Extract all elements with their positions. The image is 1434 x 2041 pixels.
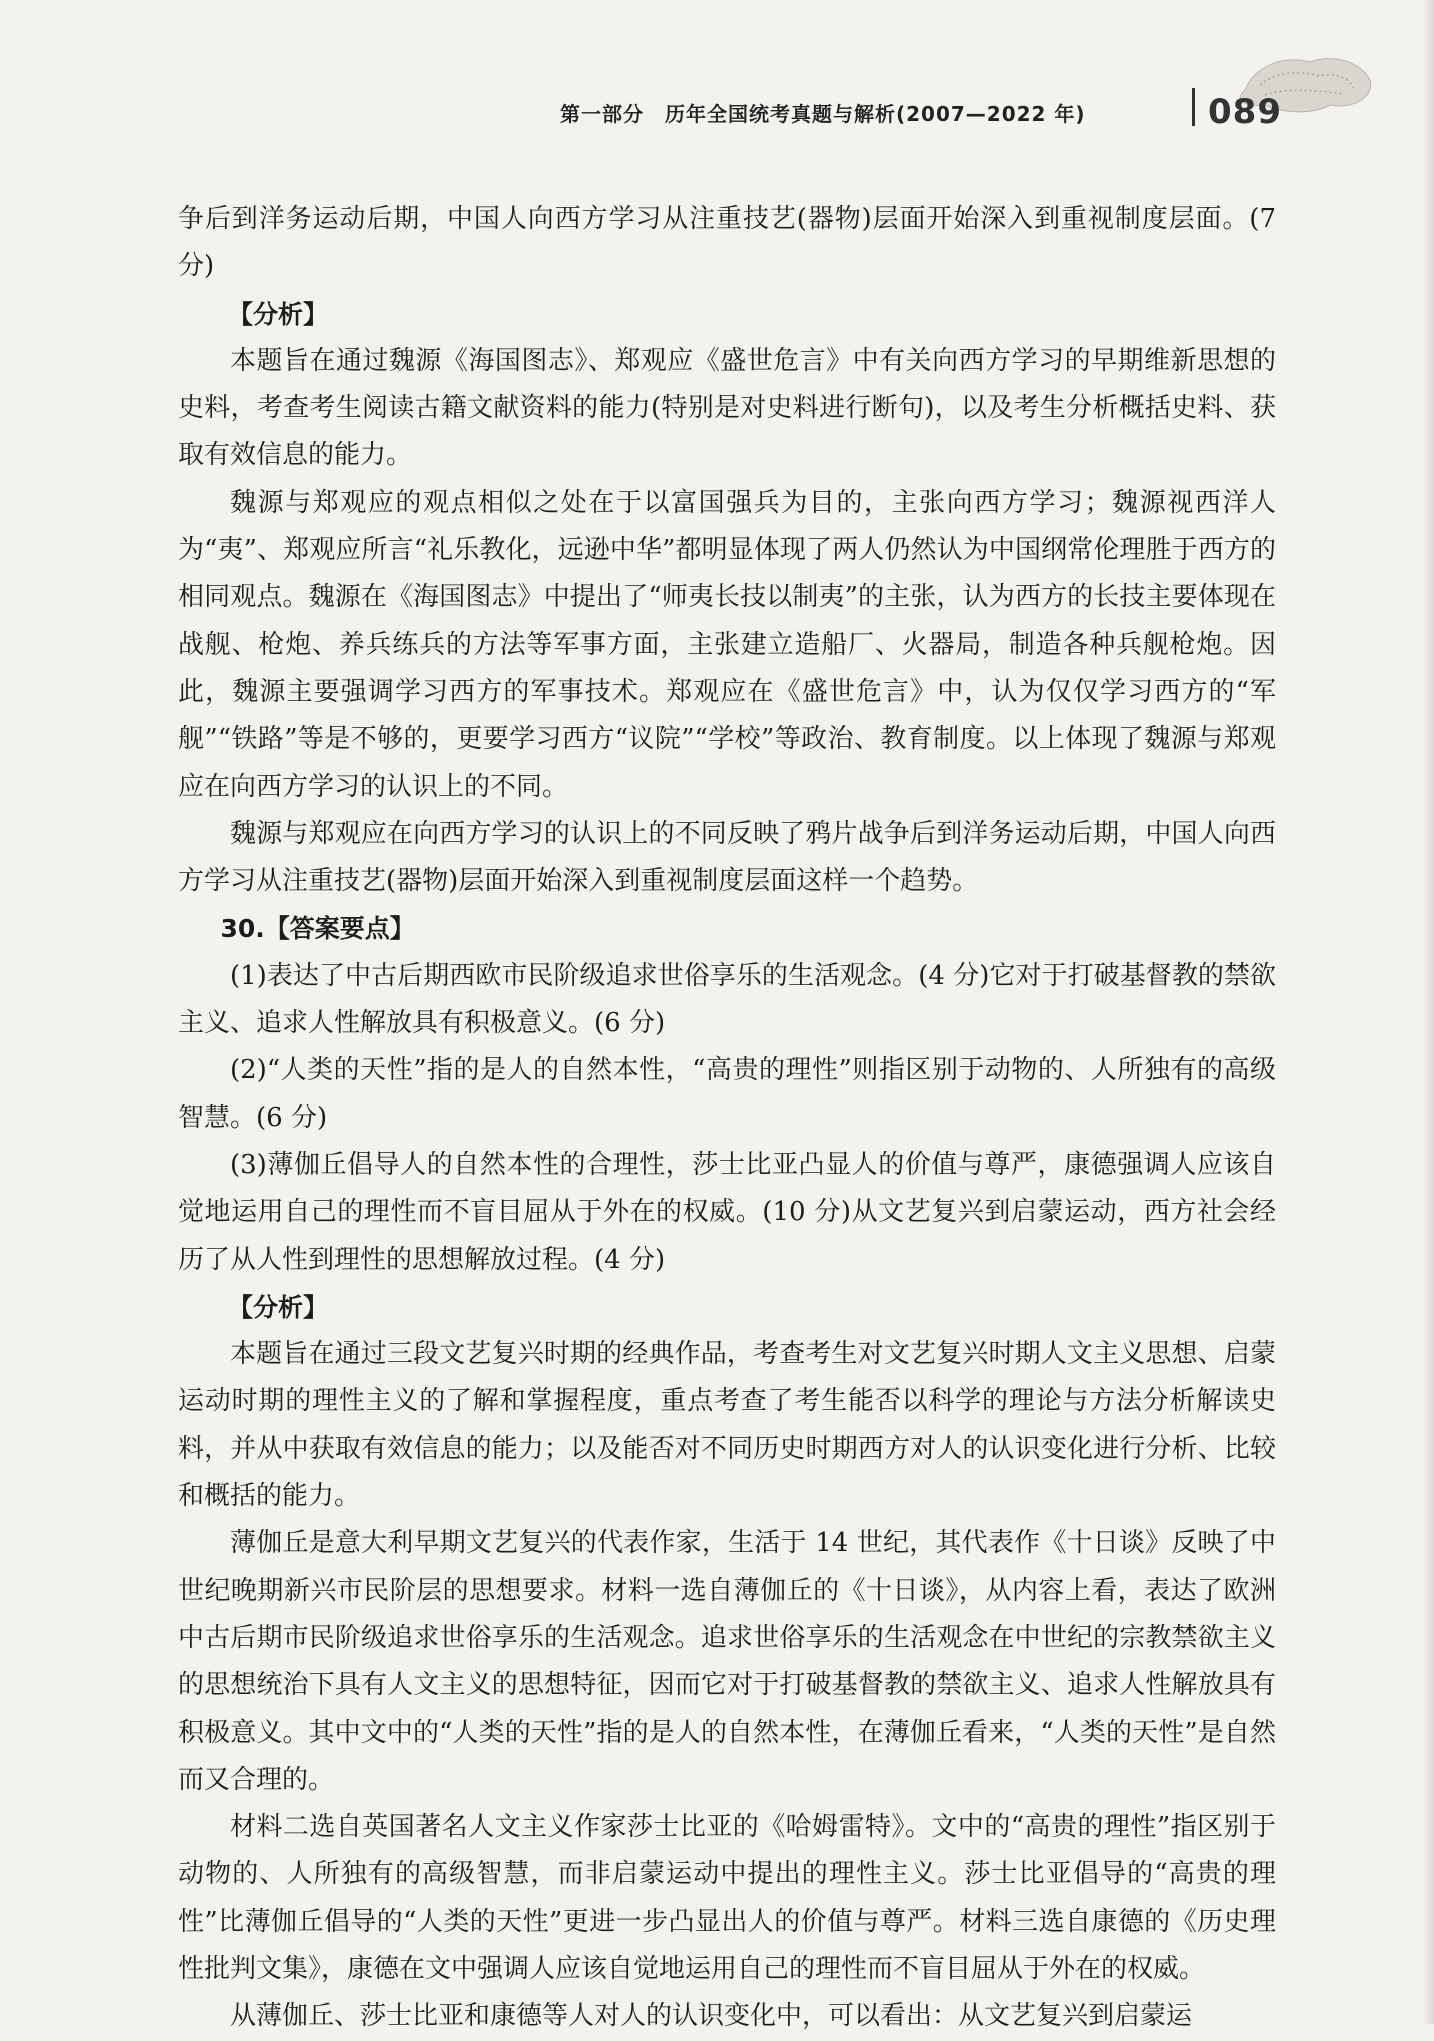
answer-point-3: (3)薄伽丘倡导人的自然本性的合理性，莎士比亚凸显人的价值与尊严，康德强调人应该自觉地运用自己的理性而不盲目屈从于外在的权威。(10 分)从文艺复兴到启蒙运动，西方社会经历了从人性到理性的思想解放过程。(4 分) [178,1149,1276,1275]
paragraph: 材料二选自英国著名人文主义作家莎士比亚的《哈姆雷特》。文中的“高贵的理性”指区别于动物的、人所独有的高级智慧，而非启蒙运动中提出的理性主义。莎士比亚倡导的“高贵的理性”比薄伽丘倡导的“人类的天性”更进一步凸显出人的价值与尊严。材料三选自康德的《历史理性批判文集》，康德在文中强调人应该自觉地运用自己的理性而不盲目屈从于外在的权威。 [178,1812,1276,1984]
page-edge [1422,0,1434,2024]
section-heading-analysis: 【分析】 [228,1292,329,1322]
paragraph: 从薄伽丘、莎士比亚和康德等人对人的认识变化中，可以看出：从文艺复兴到启蒙运 [230,2001,1193,2032]
paragraph: 薄伽丘是意大利早期文艺复兴的代表作家，生活于 14 世纪，其代表作《十日谈》反映了中世纪晚期新兴市民阶层的思想要求。材料一选自薄伽丘的《十日谈》，从内容上看，表达了欧洲中古后期市民阶级追求世俗享乐的生活观念。追求世俗享乐的生活观念在中世纪的宗教禁欲主义的思想统治下具有人文主义的思想特征，因而它对于打破基督教的禁欲主义、追求人性解放具有积极意义。其中文中的“人类的天性”指的是人的自然本性，在薄伽丘看来，“人类的天性”是自然而又合理的。 [178,1528,1276,1795]
paragraph: 魏源与郑观应在向西方学习的认识上的不同反映了鸦片战争后到洋务运动后期，中国人向西方学习从注重技艺(器物)层面开始深入到重视制度层面这样一个趋势。 [178,818,1276,897]
answer-point-2: (2)“人类的天性”指的是人的自然本性，“高贵的理性”则指区别于动物的、人所独有的高级智慧。(6 分) [178,1055,1276,1133]
paragraph: 本题旨在通过魏源《海国图志》、郑观应《盛世危言》中有关向西方学习的早期维新思想的史料，考查考生阅读古籍文献资料的能力(特别是对史料进行断句)，以及考生分析概括史料、获取有效信息的能力。 [178,345,1276,471]
section-heading-answer-30: 30.【答案要点】 [220,914,415,944]
header-divider [1192,88,1195,126]
running-head: 第一部分 历年全国统考真题与解析(2007—2022 年) [560,102,1086,126]
paragraph: 本题旨在通过三段文艺复兴时期的经典作品，考查考生对文艺复兴时期人文主义思想、启蒙运动时期的理性主义的了解和掌握程度，重点考查了考生能否以科学的理论与方法分析解读史料，并从中获取有效信息的能力；以及能否对不同历史时期西方对人的认识变化进行分析、比较和概括的能力。 [178,1339,1276,1512]
page-number: 089 [1208,92,1282,132]
paragraph: 魏源与郑观应的观点相似之处在于以富国强兵为目的，主张向西方学习；魏源视西洋人为“夷”、郑观应所言“礼乐教化，远逊中华”都明显体现了两人仍然认为中国纲常伦理胜于西方的相同观点。魏源在《海国图志》中提出了“师夷长技以制夷”的主张，认为西方的长技主要体现在战舰、枪炮、养兵练兵的方法等军事方面，主张建立造船厂、火器局，制造各种兵舰枪炮。因此，魏源主要强调学习西方的军事技术。郑观应在《盛世危言》中，认为仅仅学习西方的“军舰”“铁路”等是不够的，更要学习西方“议院”“学校”等政治、教育制度。以上体现了魏源与郑观应在向西方学习的认识上的不同。 [178,487,1276,802]
paragraph-continuation: 争后到洋务运动后期，中国人向西方学习从注重技艺(器物)层面开始深入到重视制度层面。(7 分) [178,204,1276,282]
page-body [178,196,1276,2041]
answer-point-1: (1)表达了中古后期西欧市民阶级追求世俗享乐的生活观念。(4 分)它对于打破基督教的禁欲主义、追求人性解放具有积极意义。(6 分) [178,960,1276,1039]
section-heading-analysis: 【分析】 [228,299,329,329]
